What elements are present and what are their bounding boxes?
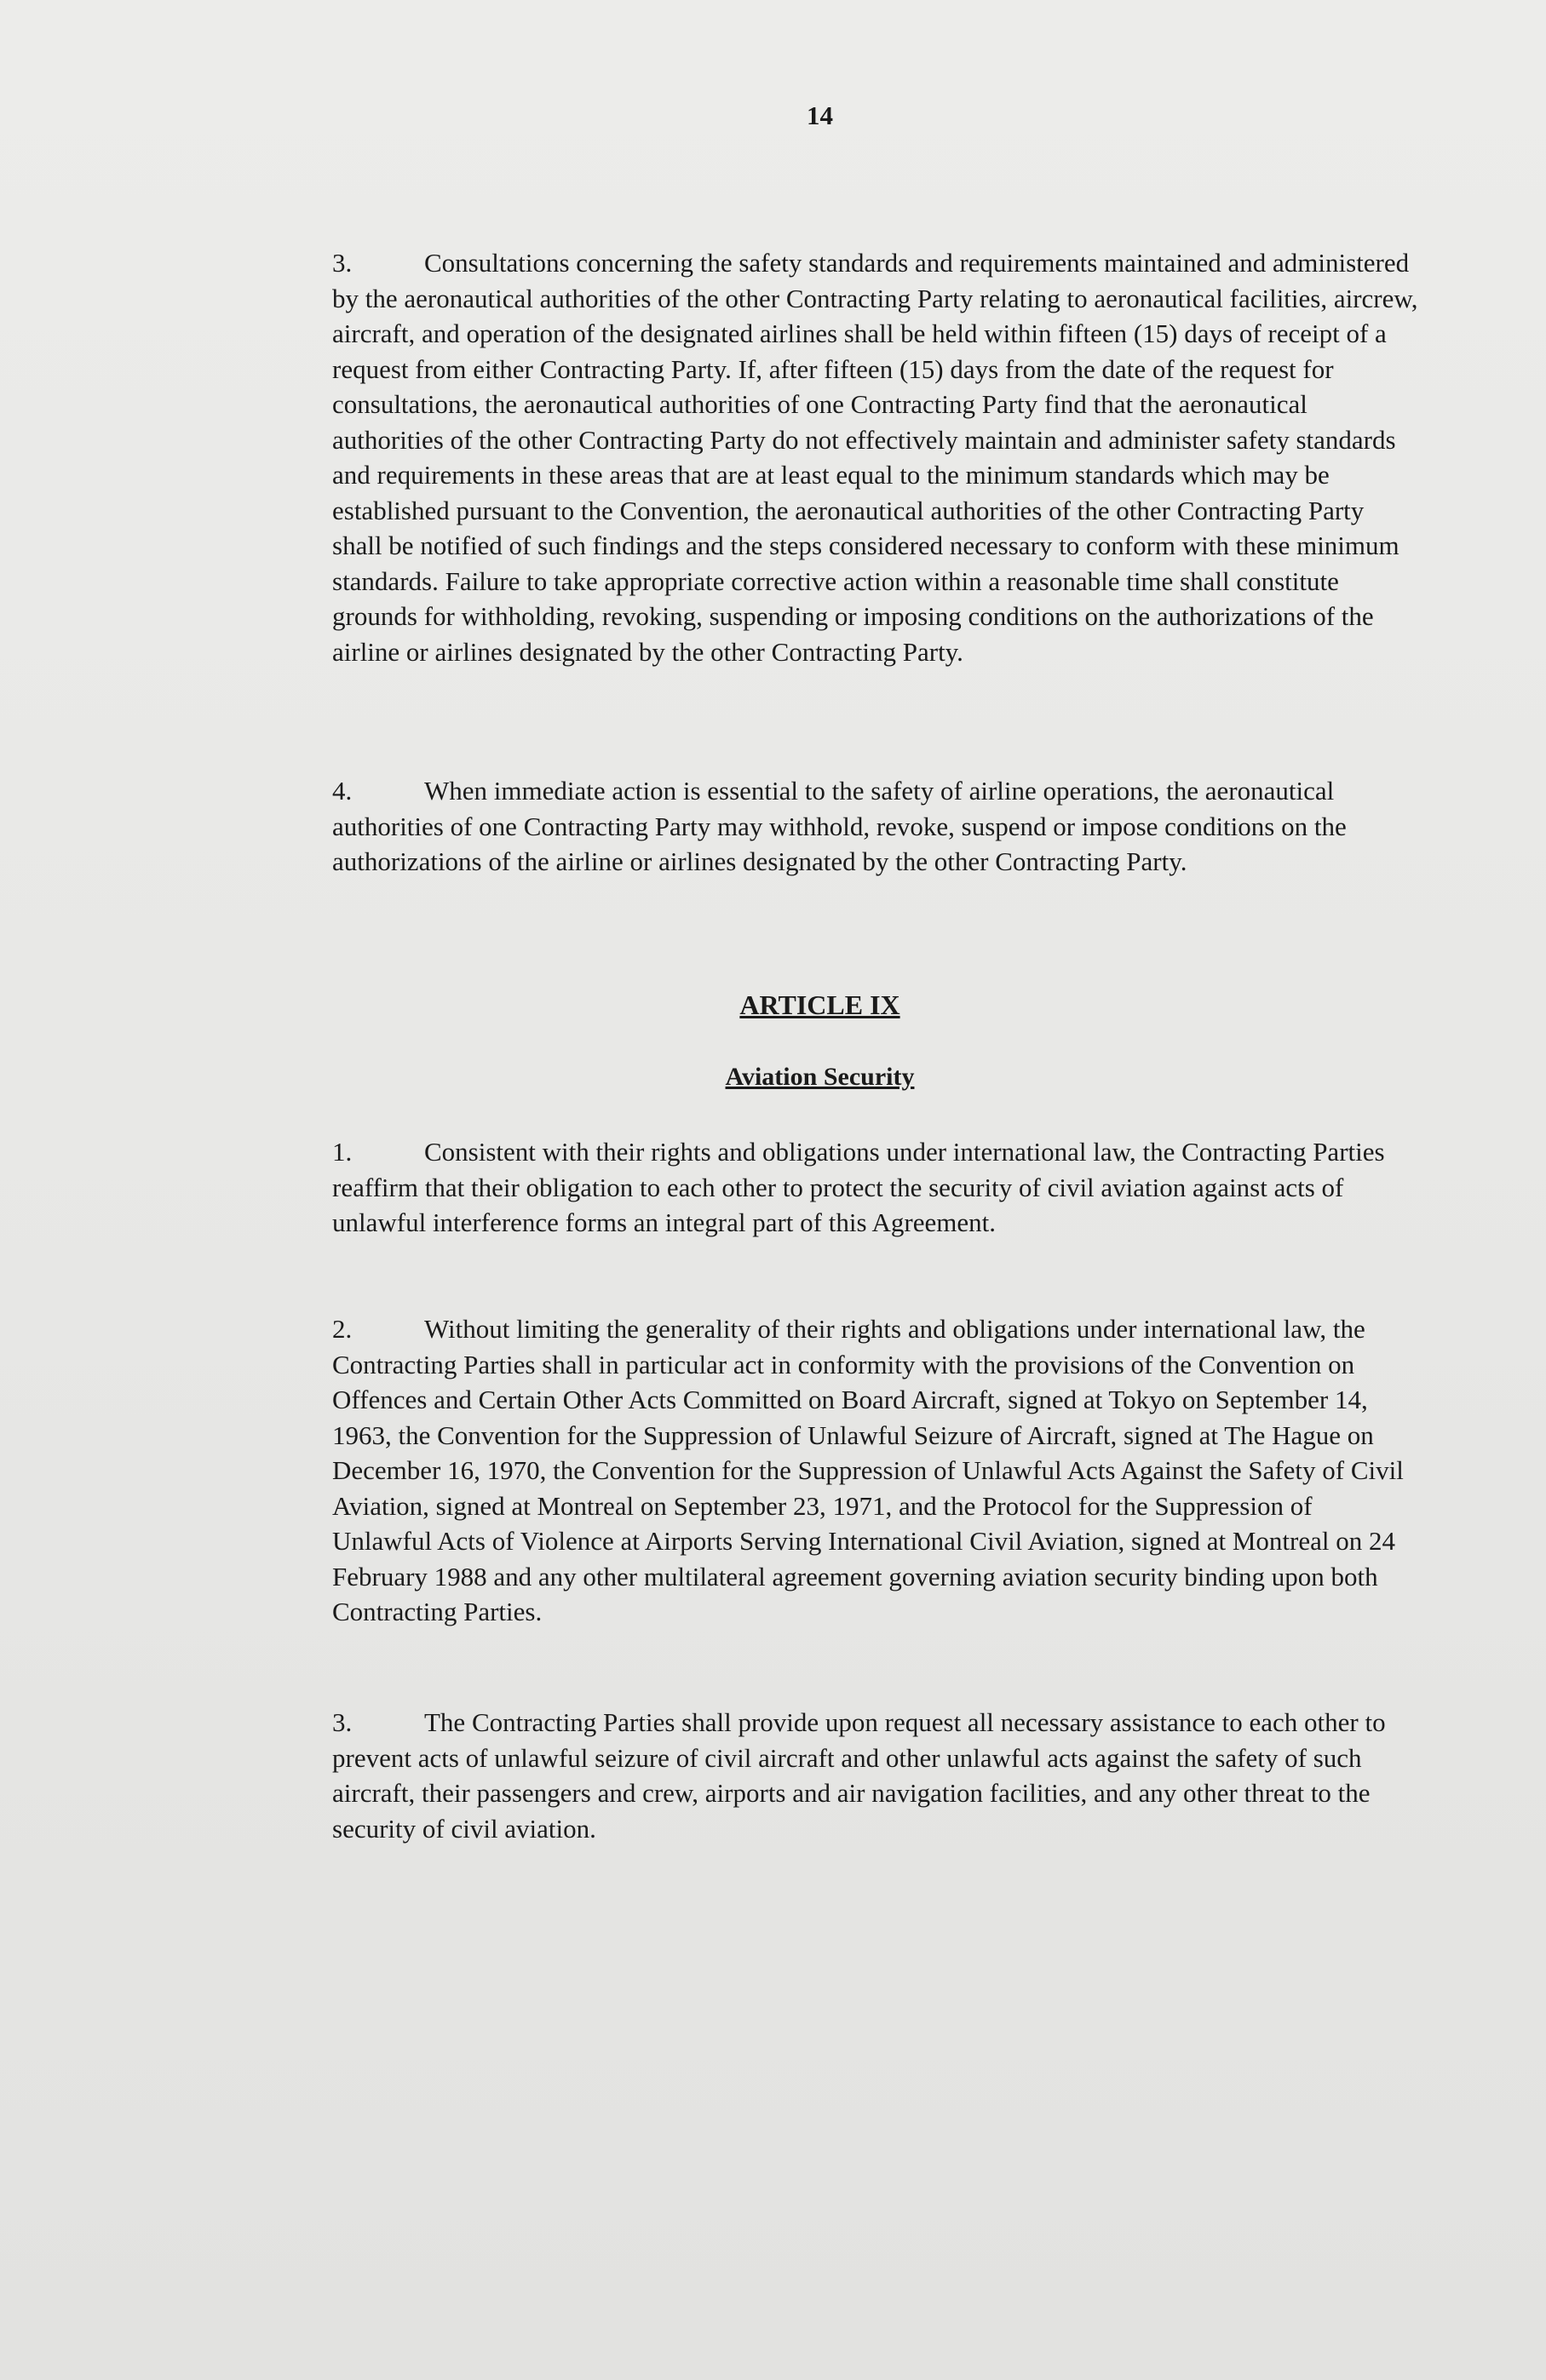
paragraph-text: The Contracting Parties shall provide upon request all necessary assistance to each other to prevent acts of unlawful seizure of civil aircraft and other unlawful acts against the safety of such aircraft, their passengers and crew, airports and air navigation facilities, and any other threat to the security of civil aviation. xyxy=(332,1707,1386,1844)
article-title: ARTICLE IX xyxy=(739,989,900,1020)
paragraph-number: 2. xyxy=(332,1314,353,1344)
paragraph-number: 3. xyxy=(332,1707,353,1737)
paragraph-text: Consistent with their rights and obligations under international law, the Contracting Parties reaffirm that their obligation to each other to protect the security of civil aviation against acts of unlawful interference forms an integral part of this Agreement. xyxy=(332,1137,1385,1237)
article-ix-paragraph-3 xyxy=(332,1705,1418,1846)
paragraph-3-safety-consultations xyxy=(332,245,1418,669)
page-number: 14 xyxy=(807,100,833,130)
paragraph-text: Consultations concerning the safety standards and requirements maintained and administered by the aeronautical authorities of the other Contracting Party relating to aeronautical facilities, aircrew, aircraft, and operation of the designated airlines shall be held within fifteen (15) days of receipt of a request from either Contracting Party. If, after fifteen (15) days from the date of the request for consultations, the aeronautical authorities of one Contracting Party find that the aeronautical authorities of the other Contracting Party do not effectively maintain and administer safety standards and requirements in these areas that are at least equal to the minimum standards which may be established pursuant to the Convention, the aeronautical authorities of the other Contracting Party shall be notified of such findings and the steps considered necessary to conform with these minimum standards. Failure to take appropriate corrective action within a reasonable time shall constitute grounds for withholding, revoking, suspending or imposing conditions on the authorizations of the airline or airlines designated by the other Contracting Party. xyxy=(332,248,1418,667)
article-ix-paragraph-2 xyxy=(332,1311,1418,1630)
article-subtitle: Aviation Security xyxy=(725,1063,915,1091)
paragraph-number: 3. xyxy=(332,248,353,278)
paragraph-number: 4. xyxy=(332,776,353,806)
article-ix-paragraph-1 xyxy=(332,1134,1418,1241)
paragraph-number: 1. xyxy=(332,1137,353,1167)
paragraph-text: Without limiting the generality of their rights and obligations under international law, the Contracting Parties shall in particular act in conformity with the provisions of the Convention on Offences and Certain Other Acts Committed on Board Aircraft, signed at Tokyo on September 14, 1963, the Convention for the Suppression of Unlawful Seizure of Aircraft, signed at The Hague on December 16, 1970, the Convention for the Suppression of Unlawful Acts Against the Safety of Civil Aviation, signed at Montreal on September 23, 1971, and the Protocol for the Suppression of Unlawful Acts of Violence at Airports Serving International Civil Aviation, signed at Montreal on 24 February 1988 and any other multilateral agreement governing aviation security binding upon both Contracting Parties. xyxy=(332,1314,1404,1626)
paragraph-4-immediate-action xyxy=(332,773,1418,880)
paragraph-text: When immediate action is essential to the safety of airline operations, the aeronautical authorities of one Contracting Party may withhold, revoke, suspend or impose conditions on the authorizations of the airline or airlines designated by the other Contracting Party. xyxy=(332,776,1347,876)
